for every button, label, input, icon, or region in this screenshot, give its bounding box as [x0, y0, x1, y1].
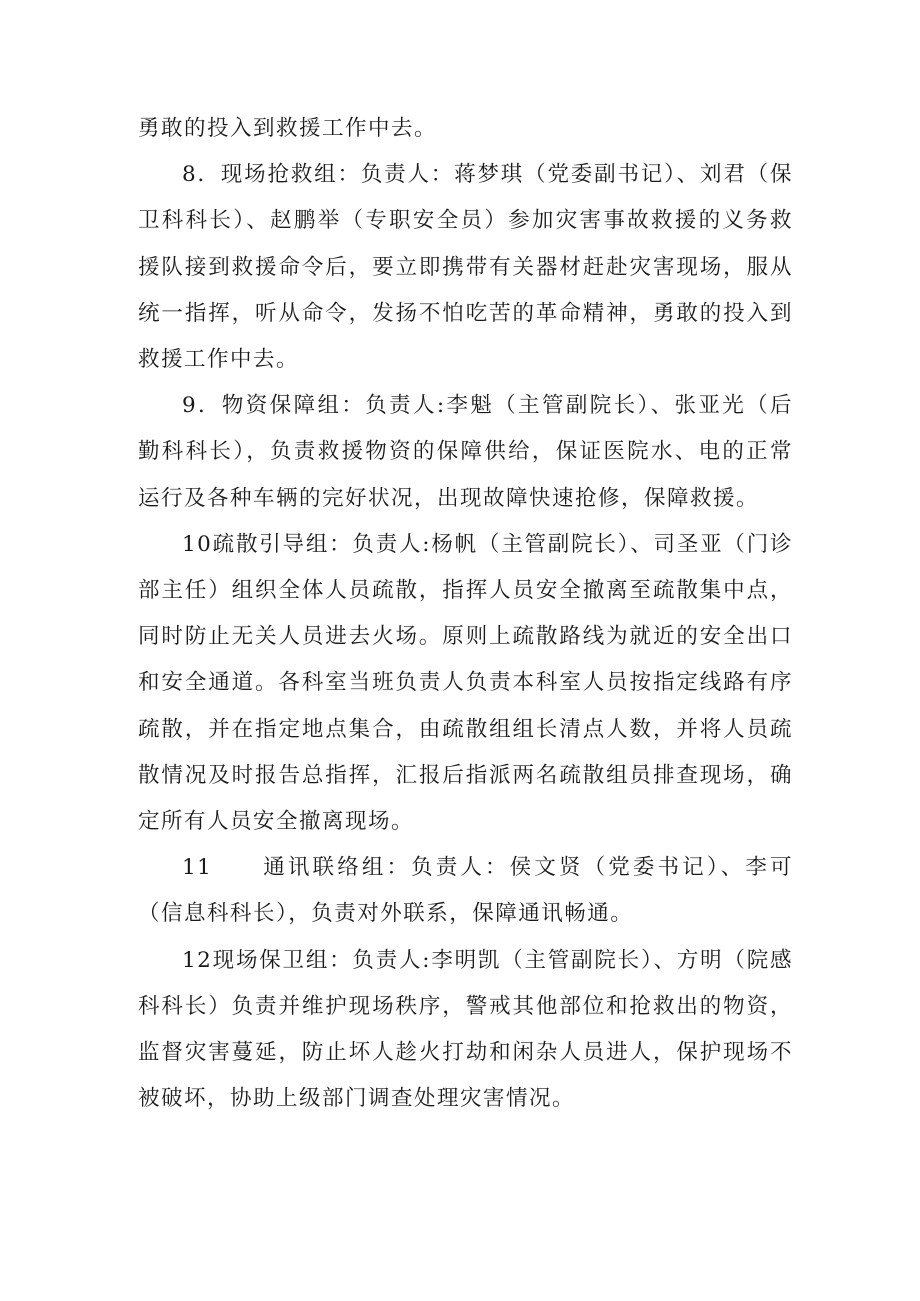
paragraph-continuation: 勇敢的投入到救援工作中去。 — [138, 116, 438, 141]
paragraph-communication-team: 11 通讯联络组：负责人：侯文贤（党委书记）、李可（信息科科长），负责对外联系，保障通讯畅通。 — [138, 855, 793, 927]
paragraph-supply-team: 9．物资保障组：负责人:李魁（主管副院长）、张亚光（后勤科科长），负责救援物资的保障供给，保证医院水、电的正常运行及各种车辆的完好状况，出现故障快速抢修，保障救援。 — [138, 393, 793, 511]
paragraph-security-team: 12现场保卫组：负责人:李明凯（主管副院长）、方明（院感科科长）负责并维护现场秩序，警戒其他部位和抢救出的物资，监督灾害蔓延，防止坏人趁火打劫和闲杂人员进人，保护现场不被破坏，协助上级部门调查处理灾害情况。 — [138, 947, 793, 1112]
paragraph-evacuation-team: 10疏散引导组：负责人:杨帆（主管副院长）、司圣亚（门诊部主任）组织全体人员疏散，指挥人员安全撤离至疏散集中点，同时防止无关人员进去火场。原则上疏散路线为就近的安全出口和安全通道。各科室当班负责人负责本科室人员按指定线路有序疏散，并在指定地点集合，由疏散组组长清点人数，并将人员疏散情况及时报告总指挥，汇报后指派两名疏散组员排查现场，确定所有人员安全撤离现场。 — [138, 531, 793, 835]
document-body — [138, 106, 793, 1122]
paragraph-rescue-team: 8．现场抢救组：负责人：蒋梦琪（党委副书记）、刘君（保卫科科长）、赵鹏举（专职安全员）参加灾害事故救援的义务救援队接到救援命令后，要立即携带有关器材赶赴灾害现场，服从统一指挥，听从命令，发扬不怕吃苦的革命精神，勇敢的投入到救援工作中去。 — [138, 162, 793, 373]
